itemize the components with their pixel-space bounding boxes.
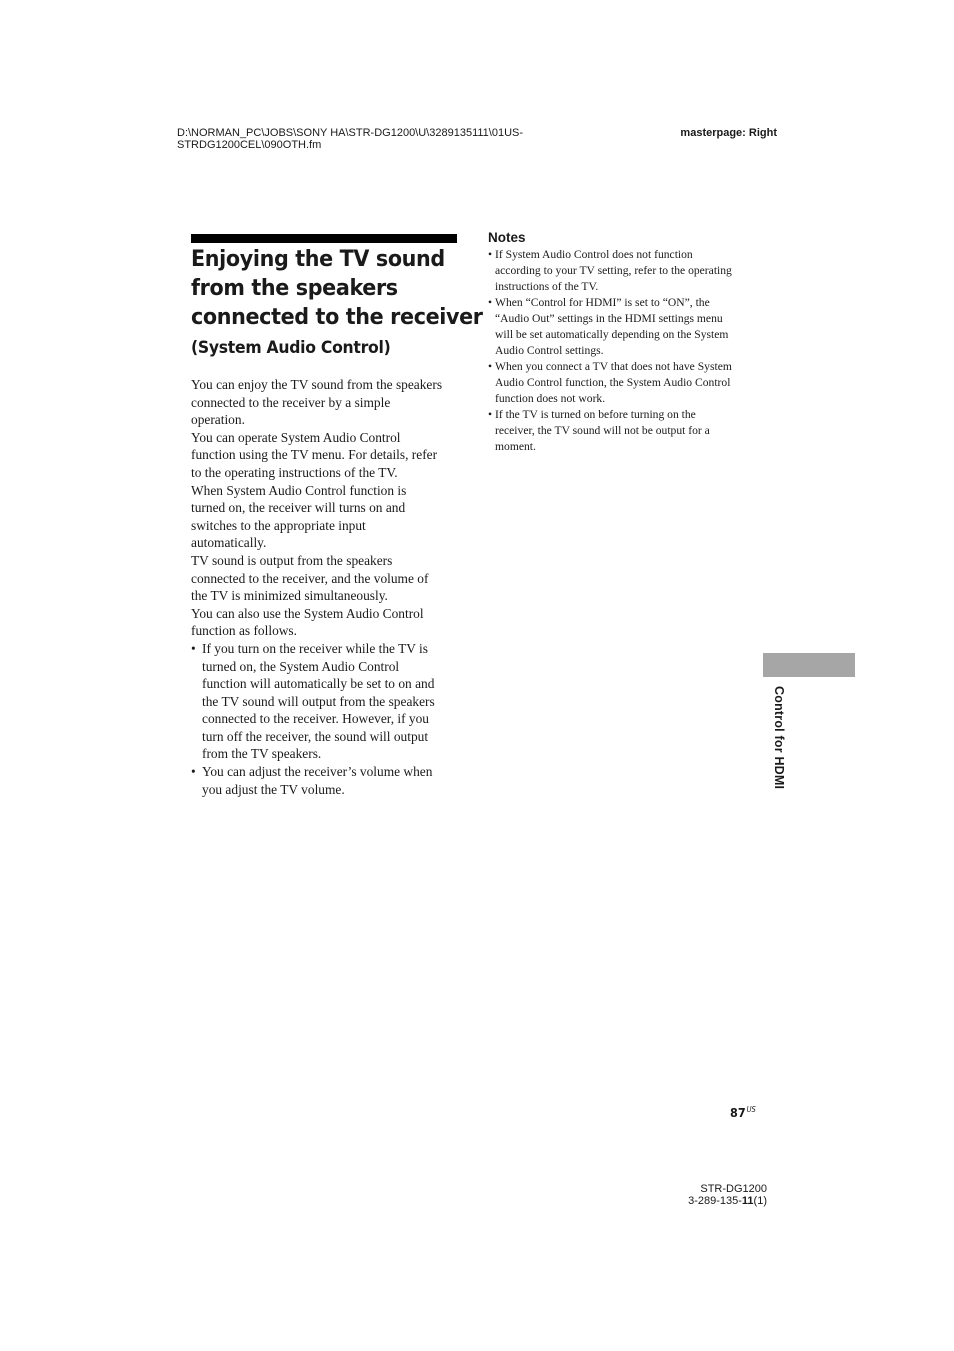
note-line: If the TV is turned on before turning on the xyxy=(495,408,696,421)
model-code-prefix: 3-289-135- xyxy=(688,1195,742,1207)
note-line: When “Control for HDMI” is set to “ON”, the xyxy=(495,296,710,309)
page-number-suffix: US xyxy=(746,1105,756,1114)
section-title xyxy=(191,245,483,332)
bullet-line: You can adjust the receiver’s volume when xyxy=(202,764,433,780)
bullet-line: you adjust the TV volume. xyxy=(202,781,345,797)
note-line: If System Audio Control does not function xyxy=(495,248,693,261)
notes-heading: Notes xyxy=(488,230,526,245)
body-line: operation. xyxy=(191,412,245,428)
note-line: function does not work. xyxy=(495,392,606,405)
body-line: TV sound is output from the speakers xyxy=(191,552,393,568)
bullet-line: connected to the receiver. However, if you xyxy=(202,711,430,727)
section-title-line-2: from the speakers xyxy=(191,275,398,301)
body-bullet-item xyxy=(191,640,461,763)
body-text xyxy=(191,376,461,798)
bullet-line: turn off the receiver, the sound will output xyxy=(202,728,429,744)
bullet-line: turned on, the System Audio Control xyxy=(202,658,400,674)
bullet-icon: • xyxy=(488,296,493,309)
side-tab-marker xyxy=(763,653,855,677)
bullet-line: the TV sound will output from the speakers xyxy=(202,693,435,709)
note-item xyxy=(488,247,758,295)
body-line: turned on, the receiver will turns on and xyxy=(191,500,406,516)
file-path-line-2: STRDG1200CEL\090OTH.fm xyxy=(177,139,322,151)
note-line: instructions of the TV. xyxy=(495,280,599,293)
model-info xyxy=(600,1183,767,1207)
body-line: switches to the appropriate input xyxy=(191,517,366,533)
bullet-icon: • xyxy=(488,408,493,421)
model-code xyxy=(600,1195,767,1207)
note-line: When you connect a TV that does not have System xyxy=(495,360,732,373)
file-path-header xyxy=(177,127,597,151)
section-title-line-3: connected to the receiver xyxy=(191,304,483,330)
note-line: receiver, the TV sound will not be output for a xyxy=(495,424,710,437)
body-line: connected to the receiver by a simple xyxy=(191,394,391,410)
title-rule-bar xyxy=(191,234,457,243)
body-line: connected to the receiver, and the volume of xyxy=(191,570,429,586)
body-line: to the operating instructions of the TV. xyxy=(191,464,398,480)
model-name: STR-DG1200 xyxy=(700,1183,767,1195)
bullet-line: function will automatically be set to on and xyxy=(202,676,435,692)
bullet-line: If you turn on the receiver while the TV is xyxy=(202,640,428,656)
note-line: “Audio Out” settings in the HDMI settings menu xyxy=(495,312,723,325)
bullet-line: from the TV speakers. xyxy=(202,746,322,762)
body-line: automatically. xyxy=(191,535,267,551)
note-item xyxy=(488,359,758,407)
file-path-line-1: D:\NORMAN_PC\JOBS\SONY HA\STR-DG1200\U\3289135111\01US- xyxy=(177,127,524,139)
page-number xyxy=(730,1102,756,1121)
note-item xyxy=(488,295,758,359)
section-subtitle: (System Audio Control) xyxy=(191,338,391,358)
bullet-icon: • xyxy=(191,764,196,780)
note-line: will be set automatically depending on the System xyxy=(495,328,729,341)
note-line: Audio Control settings. xyxy=(495,344,604,357)
body-line: When System Audio Control function is xyxy=(191,482,407,498)
page-number-value: 87 xyxy=(730,1105,746,1120)
body-line: the TV is minimized simultaneously. xyxy=(191,588,388,604)
note-item xyxy=(488,407,758,455)
section-title-line-1: Enjoying the TV sound xyxy=(191,246,445,272)
masterpage-label: masterpage: Right xyxy=(680,127,777,139)
body-line: You can enjoy the TV sound from the speakers xyxy=(191,377,443,392)
notes-list xyxy=(488,247,758,455)
body-line: function using the TV menu. For details, refer xyxy=(191,447,438,463)
bullet-icon: • xyxy=(191,640,196,656)
bullet-icon: • xyxy=(488,248,493,261)
body-line: function as follows. xyxy=(191,623,297,639)
note-line: according to your TV setting, refer to the operating xyxy=(495,264,732,277)
side-tab-label: Control for HDMI xyxy=(772,686,786,790)
body-line: You can operate System Audio Control xyxy=(191,429,401,445)
body-bullet-item xyxy=(191,763,461,798)
note-line: moment. xyxy=(495,440,536,453)
model-code-bold: 11 xyxy=(741,1195,754,1207)
note-line: Audio Control function, the System Audio Control xyxy=(495,376,731,389)
bullet-icon: • xyxy=(488,360,493,373)
model-code-suffix: (1) xyxy=(753,1195,767,1207)
body-line: You can also use the System Audio Control xyxy=(191,605,424,621)
